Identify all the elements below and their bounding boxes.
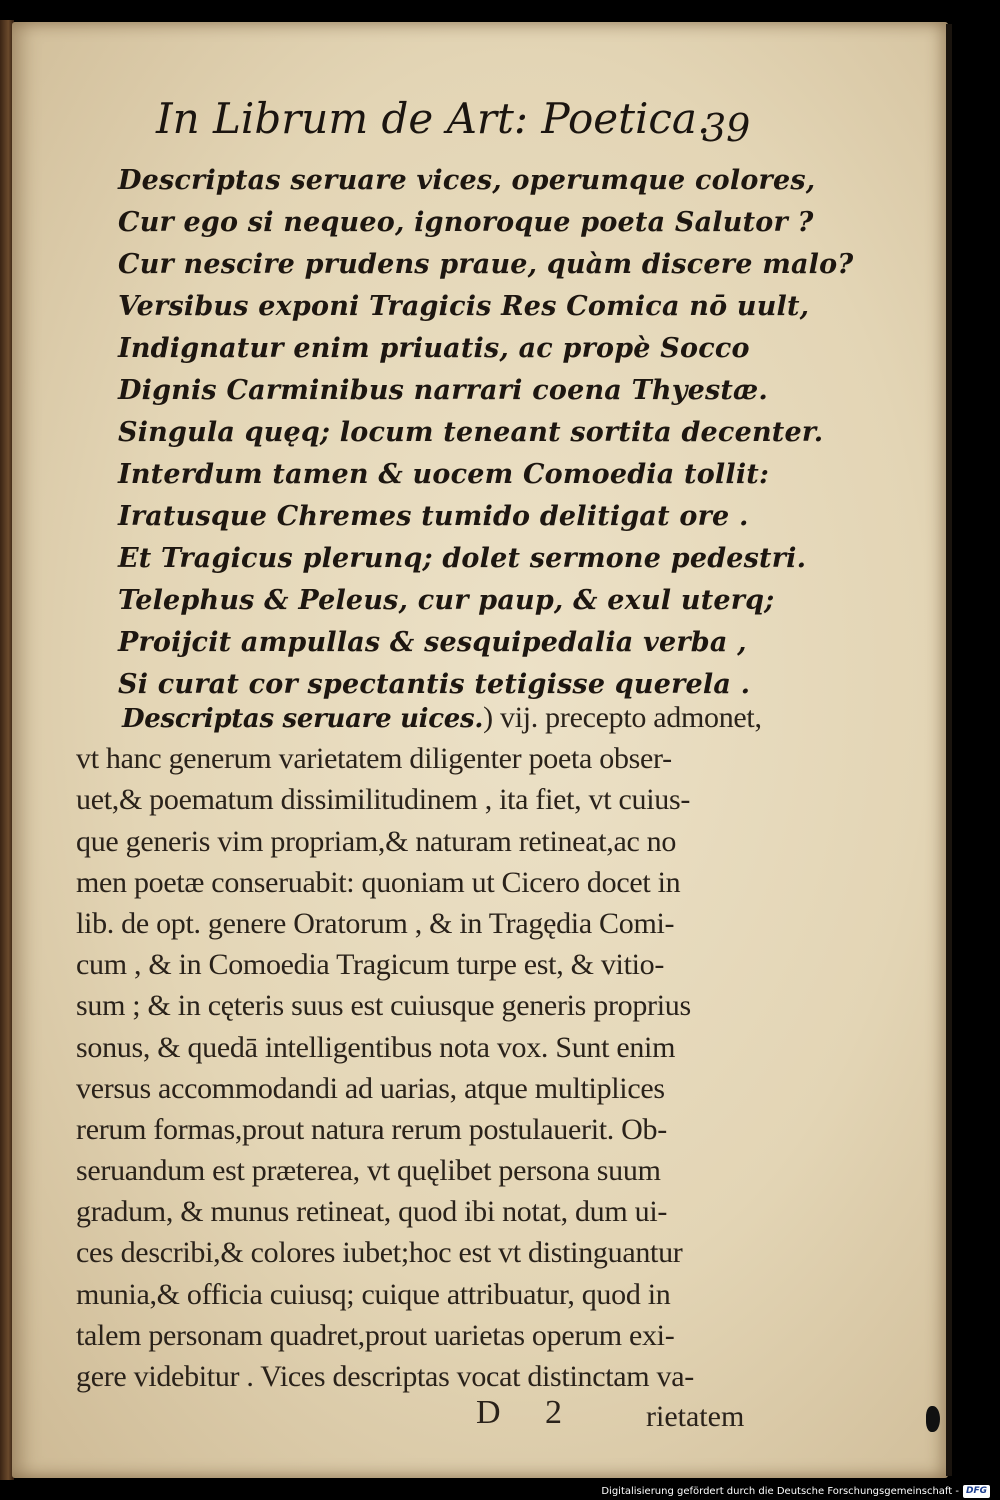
- verse-block: [118, 160, 854, 706]
- commentary-first-line: [76, 697, 816, 738]
- verse-line: Indignatur enim priuatis, ac propè Socco: [118, 333, 750, 364]
- commentary-line: talem personam quadret,prout uarietas operum exi-: [76, 1318, 675, 1352]
- verse-line: Dignis Carminibus narrari coena Thyestæ.: [118, 375, 768, 406]
- commentary-line: versus accommodandi ad uarias, atque multiplices: [76, 1071, 665, 1105]
- commentary-line: lib. de opt. genere Oratorum , & in Tragędia Comi-: [76, 906, 675, 940]
- signature-mark: D 2: [476, 1394, 581, 1431]
- ink-blot: [926, 1406, 940, 1432]
- verse-line: Proijcit ampullas & sesquipedalia verba ,: [118, 627, 747, 658]
- page-number: 39: [702, 106, 751, 150]
- commentary-line: sonus, & quedā intelligentibus nota vox. Sunt enim: [76, 1030, 676, 1064]
- catchword: rietatem: [646, 1400, 745, 1433]
- verse-line: Descriptas seruare vices, operumque colores,: [118, 165, 816, 196]
- verse-line: Singula quęq; locum teneant sortita decenter.: [118, 417, 824, 448]
- commentary-line: vt hanc generum varietatem diligenter poeta obser-: [76, 742, 672, 776]
- commentary-line: uet,& poematum dissimilitudinem , ita fiet, vt cuius-: [76, 783, 691, 817]
- verse-line: Et Tragicus plerunq; dolet sermone pedestri.: [118, 543, 807, 574]
- commentary-line: gere videbitur . Vices descriptas vocat distinctam va-: [76, 1360, 694, 1393]
- commentary-line: sum ; & in cęteris suus est cuiusque generis proprius: [76, 989, 691, 1023]
- running-head: [156, 94, 796, 152]
- commentary-line: men poetæ conseruabit: quoniam ut Cicero docet in: [76, 865, 681, 899]
- verse-line: Si curat cor spectantis tetigisse querela .: [118, 669, 751, 700]
- credit-text: Digitalisierung gefördert durch die Deutsche Forschungsgemeinschaft -: [601, 1485, 959, 1497]
- verse-line: Iratusque Chremes tumido delitigat ore .: [118, 501, 749, 532]
- verse-line: Cur nescire prudens praue, quàm discere malo?: [118, 249, 854, 280]
- digitization-credit: [601, 1483, 990, 1499]
- commentary-line: ces describi,& colores iubet;hoc est vt distinguantur: [76, 1236, 683, 1270]
- page-edge-shadow: [946, 24, 952, 1476]
- commentary-line: munia,& officia cuiusq; cuique attribuatur, quod in: [76, 1277, 671, 1311]
- verse-line: Telephus & Peleus, cur paup, & exul uterq;: [118, 585, 775, 616]
- commentary-block: [76, 697, 816, 1397]
- commentary-line: gradum, & munus retineat, quod ibi notat, dum ui-: [76, 1195, 668, 1229]
- commentary-line: seruandum est præterea, vt quęlibet persona suum: [76, 1154, 661, 1188]
- book-page: [12, 22, 948, 1478]
- commentary-line: cum , & in Comoedia Tragicum turpe est, & vitio-: [76, 948, 665, 982]
- dfg-logo-icon: DFG: [963, 1485, 990, 1498]
- verse-line: Versibus exponi Tragicis Res Comica nō uult,: [118, 291, 810, 322]
- commentary-first-line-text: ) vij. precepto admonet,: [483, 701, 762, 734]
- commentary-lemma: Descriptas seruare uices.: [122, 704, 484, 734]
- verse-line: Interdum tamen & uocem Comoedia tollit:: [118, 459, 770, 490]
- commentary-line: rerum formas,prout natura rerum postulauerit. Ob-: [76, 1112, 667, 1146]
- verse-line: Cur ego si nequeo, ignoroque poeta Salutor ?: [118, 207, 814, 238]
- running-title: In Librum de Art: Poetica.: [156, 94, 711, 143]
- commentary-line: que generis vim propriam,& naturam retineat,ac no: [76, 824, 677, 858]
- page-footer: [468, 1394, 808, 1440]
